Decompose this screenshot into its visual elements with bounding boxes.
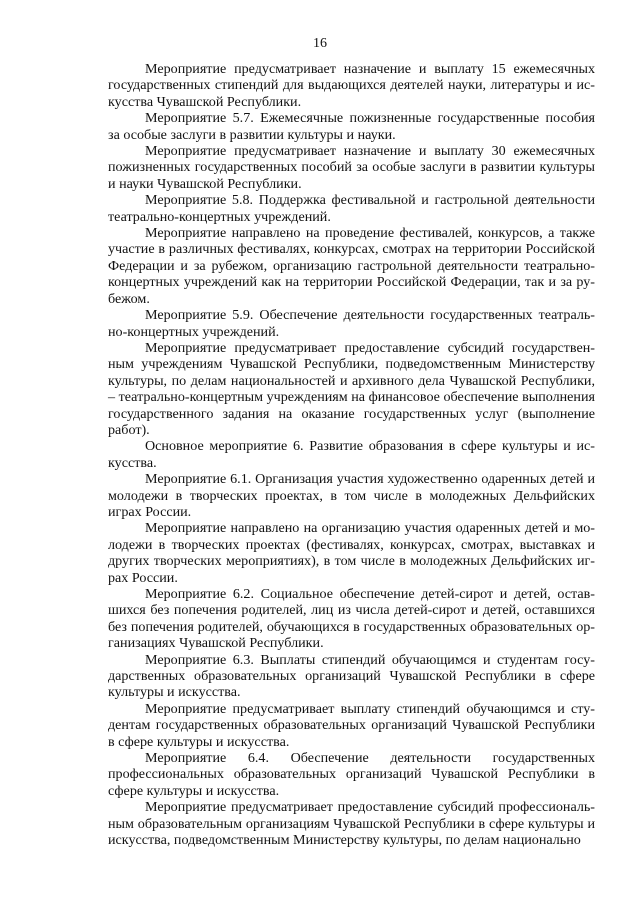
paragraph: Мероприятие предусматривает выплату стипендий обучающимся и студентам государственных образовательных организаций Чувашской Республики в сфере культуры и искусства. [108,700,595,750]
paragraph: Мероприятие направлено на проведение фестивалей, конкурсов, а также участие в различных фестивалях, конкурсах, смотрах на территории Российской Федерации и за рубежом, организацию гастрольной деятельности театрально-концертных учреждений как на территории Российской Федерации, так и за рубежом. [108,225,595,307]
paragraph: Мероприятие предусматривает предоставление субсидий профессиональным образовательным организациям Чувашской Республики в сфере культуры и искусства, подведомственным Министерству культуры, по делам национально [108,799,595,849]
paragraph: Мероприятие 5.9. Обеспечение деятельности государственных театрально-концертных учреждений. [108,307,595,340]
paragraph: Мероприятие предусматривает предоставление субсидий государственным учреждениям Чувашской Республики, подведомственным Министерству культуры, по делам национальностей и архивного дела Чувашской Республики, – театрально-концертным учреждениям на финансовое обеспечение выполнения государственного задания на оказание государственных услуг (выполнение работ). [108,339,595,438]
paragraph: Мероприятие 5.8. Поддержка фестивальной и гастрольной деятельности театрально-концертных учреждений. [108,192,595,225]
paragraph: Мероприятие предусматривает назначение и выплату 30 ежемесячных пожизненных государственных пособий за особые заслуги в развитии культуры и науки Чувашской Республики. [108,143,595,192]
paragraph: Мероприятие 5.7. Ежемесячные пожизненные государственные пособия за особые заслуги в развитии культуры и науки. [108,110,595,143]
paragraph: Мероприятие предусматривает назначение и выплату 15 ежемесячных государственных стипендий для выдающихся деятелей науки, литературы и искусства Чувашской Республики. [108,61,595,110]
page-number: 16 [313,36,327,51]
paragraph: Мероприятие 6.1. Организация участия художественно одаренных детей и молодежи в творческих проектах, в том числе в молодежных Дельфийских играх России. [108,471,595,520]
paragraph: Мероприятие 6.3. Выплаты стипендий обучающимся и студентам государственных образовательных организаций Чувашской Республики в сфере культуры и искусства. [108,651,595,701]
paragraph: Мероприятие 6.4. Обеспечение деятельности государственных профессиональных образовательных организаций Чувашской Республики в сфере культуры и искусства. [108,750,595,799]
document-body [108,61,595,849]
paragraph: Мероприятие направлено на организацию участия одаренных детей и молодежи в творческих проектах (фестивалях, конкурсах, смотрах, выставках и других творческих мероприятиях), в том числе в молодежных Дельфийских играх России. [108,520,595,586]
paragraph: Основное мероприятие 6. Развитие образования в сфере культуры и искусства. [108,438,595,471]
paragraph: Мероприятие 6.2. Социальное обеспечение детей-сирот и детей, оставшихся без попечения родителей, лиц из числа детей-сирот и детей, оставшихся без попечения родителей, обучающихся в государственных образовательных организациях Чувашской Республики. [108,586,595,652]
